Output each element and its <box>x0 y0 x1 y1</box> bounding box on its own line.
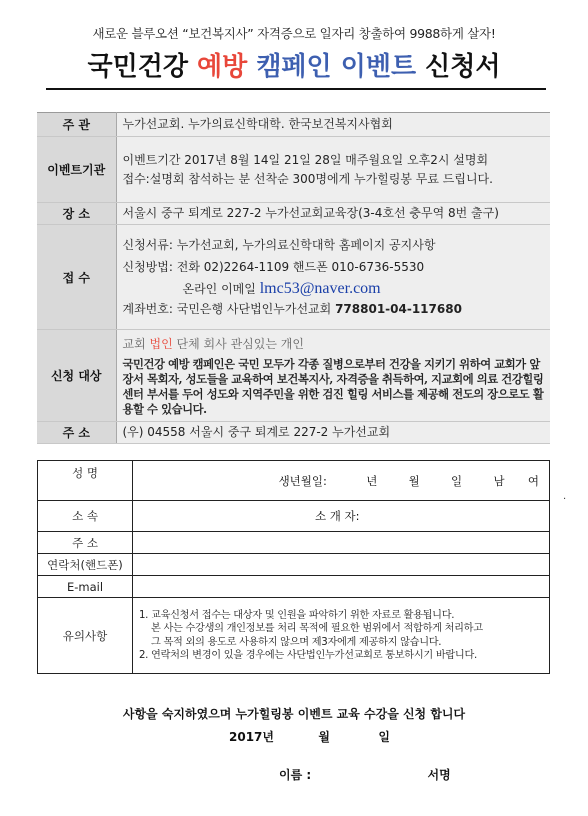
form-address-label: 주 소 <box>38 532 133 554</box>
info-row-reception <box>37 225 550 330</box>
address-label: 주 소 <box>37 422 116 444</box>
application-date: 2017년 월 일 <box>229 730 390 744</box>
form-row-affiliation <box>38 501 550 532</box>
account-number: 778801-04-117680 <box>335 301 462 316</box>
title-word-prevention: 예방 <box>197 52 248 82</box>
form-row-notice <box>38 598 550 674</box>
notice-label: 유의사항 <box>38 598 133 674</box>
affiliation-referrer-field[interactable]: 소 개 자: <box>133 501 550 532</box>
name-birth-field[interactable]: 생년월일: 년 월 일 남 여 <box>133 461 550 501</box>
phone-field[interactable] <box>133 554 550 576</box>
target-value <box>116 330 550 422</box>
info-row-place <box>37 203 550 225</box>
title-underline <box>46 88 546 90</box>
sign-label: 서명 <box>427 768 451 782</box>
host-label: 주 관 <box>37 113 116 137</box>
page-title <box>0 46 588 83</box>
info-row-host <box>37 113 550 137</box>
phone-label: 연락처(핸드폰) <box>38 554 133 576</box>
place-value: 서울시 중구 퇴계로 227-2 누가선교회교육장(3-4호선 충무역 8번 출구) <box>116 203 550 225</box>
event-value: 이벤트기간 2017년 8월 14일 21일 28일 매주월요일 오후2시 설명회 접수:설명회 참석하는 분 선착순 300명에게 누가힐링봉 무료 드립니다. <box>116 137 550 203</box>
host-value: 누가선교회. 누가의료신학대학. 한국보건복지사협회 <box>116 113 550 137</box>
email-field[interactable] <box>133 576 550 598</box>
address-value: (우) 04558 서울시 중구 퇴계로 227-2 누가선교회 <box>116 422 550 444</box>
form-row-name <box>38 461 550 501</box>
target-label: 신청 대상 <box>37 330 116 422</box>
form-address-field[interactable] <box>133 532 550 554</box>
target-description: 국민건강 예방 캠페인은 국민 모두가 각종 질병으로부터 건강을 지키기 위하여 교회가 앞장서 목회자, 성도들을 교육하여 보건복지사, 자격증을 취득하여, 지교회에 의료 건강힐링센터 부서를 두어 성도와 지역주민을 위한 검진 힐링 서비스를 제공해 전도의 장으로도 활용할 수 있습니다. <box>122 356 544 416</box>
title-word-event: 이벤트 <box>340 52 417 82</box>
event-label: 이벤트기관 <box>37 137 116 203</box>
title-word-campaign: 캠페인 <box>256 52 332 82</box>
title-word-application: 신청서 <box>425 52 501 82</box>
reception-label: 접 수 <box>37 225 116 330</box>
name-label: 성 명 <box>38 461 133 501</box>
signature-line: 이름 : 서명 <box>279 768 451 782</box>
affiliation-label: 소 속 <box>38 501 133 532</box>
contact-email: lmc53@naver.com <box>259 279 381 297</box>
title-word-health: 국민건강 <box>87 52 188 82</box>
form-row-address <box>38 532 550 554</box>
email-label: E-mail <box>38 576 133 598</box>
confirmation-statement: 사항을 숙지하였으며 누가힐링봉 이벤트 교육 수강을 신청 합니다 <box>122 707 466 721</box>
info-row-target <box>37 330 550 422</box>
side-marker: . <box>563 491 567 502</box>
info-row-address <box>37 422 550 444</box>
tagline: 새로운 블루오션 “보건복지사” 자격증으로 일자리 창출하여 9988하게 살자! <box>92 26 496 41</box>
form-row-phone <box>38 554 550 576</box>
applicant-form-table <box>37 460 550 674</box>
event-info-table <box>37 112 550 444</box>
place-label: 장 소 <box>37 203 116 225</box>
form-row-email <box>38 576 550 598</box>
notice-text: 1. 교육신청서 접수는 대상자 및 인원을 파악하기 위한 자료로 활용됩니다. 본 사는 수강생의 개인정보를 처리 목적에 필요한 범위에서 적합하게 처리하고 그 목적 외의 용도로 사용하지 않으며 제3자에게 제공하지 않습니다. 2. 연락처의 변경이 있을 경우에는 사단법인누가선교회로 통보하시기 바랍니다. <box>133 598 550 674</box>
reception-value: 신청서류: 누가선교회, 누가의료신학대학 홈페이지 공지사항 신청방법: 전화 02)2264-1109 핸드폰 010-6736-5530 온라인 이메일 lmc53@naver.com 계좌번호: 국민은행 사단법인누가선교회 778801-04-117680 <box>116 225 550 330</box>
target-categories: 교회 법인 단체 회사 관심있는 개인 <box>122 336 304 351</box>
info-row-event <box>37 137 550 203</box>
